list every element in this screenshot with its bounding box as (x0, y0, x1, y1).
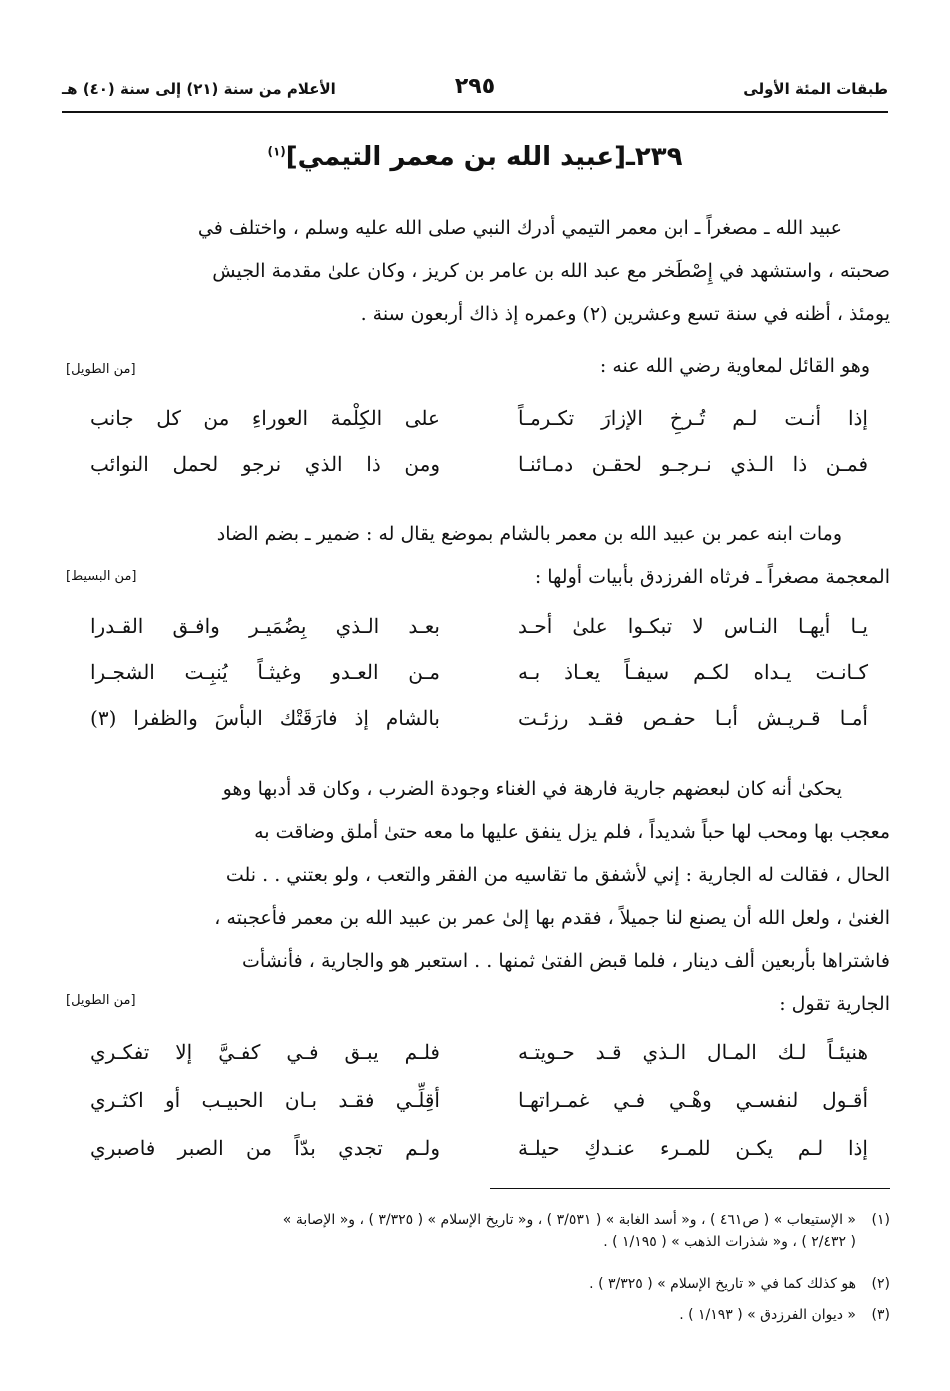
poem-intro: وهو القائل لمعاوية رضي الله عنه : (599, 355, 870, 377)
text-line: معجب بها ومحب لها حباً شديداً ، فلم يزل ينفق عليها ما معه حتىٰ أملق وضاقت به (254, 821, 890, 843)
paragraph-anecdote (65, 768, 890, 1026)
paragraph-son-death (65, 513, 890, 599)
text-line: يومئذ ، أظنه في سنة تسع وعشرين (٢) وعمره إذ ذاك أربعون سنة . (360, 303, 890, 325)
verse-first-hemistich: أمـا قـريـش أبـا حفـص فقـد رزئـت (518, 706, 868, 730)
meter-label: [من الطويل] (66, 993, 136, 1008)
verse-first-hemistich: فمـن ذا الـذي نـرجـو لحقـن دمـائنـا (518, 452, 868, 476)
text-line: يحكىٰ أنه كان لبعضهم جارية فارهة في الغناء وجودة الضرب ، وكان قد أدبها وهو (222, 778, 842, 800)
verse-second-hemistich: بعـد الـذي بِضُمَيـر وافـق القـدرا (90, 614, 440, 638)
verse (90, 452, 868, 496)
paragraph-biography (65, 207, 890, 336)
verse (90, 706, 868, 750)
verse (90, 1136, 868, 1180)
verse (90, 1088, 868, 1132)
footnote-number: (٢) (871, 1276, 890, 1292)
text-line: فاشتراها بأربعين ألف دينار ، فلما قبض الفتىٰ ثمنها . . استعبر هو والجارية ، فأنشأت (241, 950, 890, 972)
verse-first-hemistich: إذا لـم يكـن للمـرء عنـدكِ حيلـة (518, 1136, 868, 1160)
footnote-text: « الإستيعاب » ( ص٤٦١ ) ، و« أسد الغابة » ( ٣/٥٣١ ) ، و« تاريخ الإسلام » ( ٣/٣٢٥ ) ، و« الإصابة » (282, 1212, 856, 1228)
text-line: المعجمة مصغراً ـ فرثاه الفرزدق بأبيات أولها : (534, 566, 890, 588)
verse-second-hemistich: ومن ذا الذي نرجو لحمل النوائب (90, 452, 440, 476)
verse-first-hemistich: إذا أنـت لـم تُـرخِ الإزارَ تكـرمـاً (518, 406, 868, 430)
entry-number: ٢٣٩ـ (626, 142, 683, 172)
page-number: ٢٩٥ (454, 74, 496, 99)
verse-first-hemistich: كـانـت يـداه لكـم سيفـاً يعـاذ بـه (518, 660, 868, 684)
running-header (62, 74, 888, 110)
verse-second-hemistich: ولـم تجدي بدّاً من الصبر فاصبري (90, 1136, 440, 1160)
verse-second-hemistich: على الكِلْمة العوراءِ من كل جانب (90, 406, 440, 430)
footnote (60, 1209, 890, 1253)
meter-label: [من البسيط] (66, 569, 137, 584)
footnote-text: « ديوان الفرزدق » ( ١/١٩٣ ) . (679, 1307, 856, 1323)
verse-second-hemistich: بالشام إذ فارَقَتْك البأسَ والظفرا (٣) (90, 706, 440, 730)
verse (90, 406, 868, 450)
verse-first-hemistich: هنيئـاً لـك المـال الـذي قـد حـويتـه (518, 1040, 868, 1064)
header-section-title: الأعلام من سنة (٢١) إلى سنة (٤٠) هـ (62, 80, 336, 98)
text-line: الغنىٰ ، ولعل الله أن يصنع لنا جميلاً ، فقدم بها إلىٰ عمر بن عبيد الله بن معمر فأعجبته ، (214, 907, 890, 929)
footnote-ref: (١) (267, 144, 286, 159)
verse (90, 614, 868, 658)
text-line: ومات ابنه عمر بن عبيد الله بن معمر بالشام بموضع يقال له : ضمير ـ بضم الضاد (216, 523, 842, 545)
text-line: عبيد الله ـ مصغراً ـ ابن معمر التيمي أدرك النبي صلى الله عليه وسلم ، واختلف في (197, 217, 842, 239)
text-line: الجارية تقول : (779, 993, 890, 1015)
footnote (60, 1273, 890, 1295)
verse-first-hemistich: يـا أيهـا النـاس لا تبكـوا علىٰ أحـد (518, 614, 868, 638)
verse-second-hemistich: أقِلِّـي فقـد بـان الحبيـب أو اكثـري (90, 1088, 440, 1112)
footnote-number: (٣) (871, 1307, 890, 1323)
verse (90, 660, 868, 704)
footnote-text: ( ٢/٤٣٢ ) ، و« شذرات الذهب » ( ١/١٩٥ ) . (603, 1234, 856, 1250)
verse (90, 1040, 868, 1084)
meter-label: [من الطويل] (66, 362, 136, 377)
text-line: صحبته ، واستشهد في إِصْطَخر مع عبد الله بن عامر بن كريز ، وكان علىٰ مقدمة الجيش (212, 260, 890, 282)
entry-name: [عبيد الله بن معمر التيمي] (285, 142, 626, 172)
verse-first-hemistich: أقـول لنفسـي وهْـي فـي غمـراتهـا (518, 1088, 868, 1112)
footnote (60, 1304, 890, 1326)
text-line: الحال ، فقالت له الجارية : إني لأشفق ما تقاسيه من الفقر والتعب ، ولو بعتني . . نلت (225, 864, 890, 886)
verse-second-hemistich: مـن العـدو وغيثـاً يُنبِـت الشجـرا (90, 660, 440, 684)
entry-title (62, 142, 888, 172)
header-rule (62, 111, 888, 113)
footnote-number: (١) (871, 1212, 890, 1228)
footnote-separator (490, 1188, 890, 1189)
header-book-title: طبقات المئة الأولى (743, 80, 888, 98)
footnote-text: هو كذلك كما في « تاريخ الإسلام » ( ٣/٣٢٥ ) . (589, 1276, 856, 1292)
verse-second-hemistich: فلـم يبـق فـي كفـيَّ إلا تفكـري (90, 1040, 440, 1064)
